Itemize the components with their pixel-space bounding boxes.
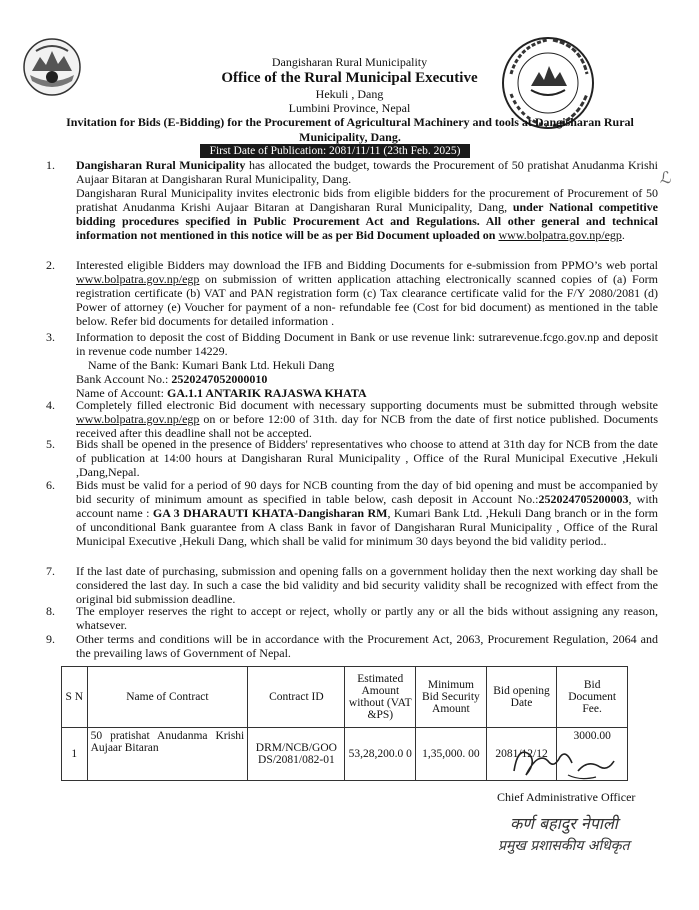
notice-item-5	[34, 437, 658, 481]
item-4-text-2: on or before 12:00 of 31th. day for NCB from the date of first notice published. Documents received after this deadline shall not be accepted.	[76, 412, 658, 440]
margin-mark: ℒ	[660, 170, 672, 187]
bank-account-label: Bank Account No.:	[76, 372, 172, 386]
col-estimated-amount: Estimated Amount without (VAT &PS)	[345, 667, 416, 728]
item-9-text: Other terms and conditions will be in accordance with the Procurement Act, 2063, Procurement Regulation, 2064 and the prevailing laws of Government of Nepal.	[76, 632, 658, 660]
item-2-text-2: on submission of written application attaching electronically scanned copies of (a) Form registration certificate (b) VAT and PAN registration form (c) Tax clearance certificate valid for the F/Y 2080/2081 (d) Power of attorney (e) Voucher for payment of a non- refundable fee (Cost for bid document) as mentioned in the table below. Refer bid documents for detailed information .	[76, 272, 658, 328]
notice-item-3	[34, 330, 658, 400]
item-number: 4.	[46, 398, 55, 412]
bank-account-number: 2520247052000010	[171, 372, 268, 386]
item-number: 6.	[46, 478, 55, 492]
office-title: Office of the Rural Municipal Executive	[221, 70, 478, 86]
deposit-account-name: GA 3 DHARAUTI KHATA-Dangisharan RM	[152, 506, 388, 520]
item-1-paragraph-2	[76, 186, 658, 242]
bank-name: Name of the Bank: Kumari Bank Ltd. Hekuli Dang	[88, 358, 335, 372]
cell-sn: 1	[62, 728, 88, 781]
cell-contract-name: 50 pratishat Anudanma Krishi Aujaar Bitaran	[87, 728, 248, 781]
account-name-label: Name of Account:	[76, 386, 167, 400]
bank-account-line	[76, 372, 658, 386]
signatory-name-nepali: कर्ण बहादुर नेपाली	[510, 814, 618, 833]
notice-item-9	[34, 632, 658, 662]
col-opening-date: Bid opening Date	[486, 667, 557, 728]
item-3-text: Information to deposit the cost of Bidding Document in Bank or use revenue link: sutrarevenue.fcgo.gov.np and deposit in revenue code number 14229.	[76, 330, 658, 358]
deposit-account-number: 252024705200003	[538, 492, 629, 506]
col-bid-security: Minimum Bid Security Amount	[416, 667, 487, 728]
table-header-row	[62, 667, 628, 728]
item-8-text: The employer reserves the right to accept or reject, wholly or partly any or all the bids without assigning any reason, whatsever.	[76, 604, 658, 632]
office-province: Lumbini Province, Nepal	[288, 101, 411, 115]
item-number: 3.	[46, 330, 55, 344]
item-4-text: Completely filled electronic Bid document with necessary supporting documents must be submitted through website	[76, 398, 658, 412]
item-6-text: Bids must be valid for a period of 90 days for NCB counting from the day of bid opening and must be accompanied by bid security of minimum amount as specified in table below, cash deposit in Account No.:	[76, 478, 658, 506]
item-1-end: .	[621, 228, 625, 242]
notice-item-1	[34, 158, 658, 258]
item-number: 2.	[46, 258, 55, 272]
item-number: 9.	[46, 632, 55, 646]
signatory-title: Chief Administrative Officer	[497, 790, 636, 804]
item-1-text-2: Dangisharan Rural Municipality invites electronic bids from eligible bidders for the procurement of Procurement of 50 pratishat Anudanma Krishi Aujaar Bitaran at Dangisharan Rural Municipality, Dang,	[76, 186, 658, 214]
cell-document-fee: 3000.00	[557, 728, 628, 781]
notice-item-6	[34, 478, 658, 564]
bolpatra-link[interactable]: www.bolpatra.gov.np/egp	[76, 412, 200, 426]
account-name: GA.1.1 ANTARIK RAJASWA KHATA	[166, 386, 367, 400]
signatory-title-nepali: प्रमुख प्रशासकीय अधिकृत	[498, 838, 630, 854]
bolpatra-link[interactable]: www.bolpatra.gov.np/egp	[76, 272, 200, 286]
municipality-name: Dangisharan Rural Municipality	[271, 55, 428, 69]
municipality-bold: Dangisharan Rural Municipality	[76, 158, 246, 172]
notice-item-4	[34, 398, 658, 442]
notice-item-2	[34, 258, 658, 330]
item-6-text-2: , with account name :	[76, 492, 658, 520]
item-6-text-3: , Kumari Bank Ltd. ,Hekuli Dang branch or in the form of unconditional Bank guarantee from A class Bank in favor of Dangisharan Rural Municipality , Office of the Rural Municipal Executive ,Hekuli Dang, which shall be valid for minimum 30 days beyond the bid validity period..	[76, 506, 658, 548]
office-place: Hekuli , Dang	[315, 87, 384, 101]
item-number: 5.	[46, 437, 55, 451]
col-sn: S N	[62, 667, 88, 728]
item-1-text: has allocated the budget, towards the Procurement of 50 pratishat Anudanma Krishi Aujaar Bitaran at Dangisharan Rural Municipality, Dang.	[76, 158, 658, 186]
cell-bid-security: 1,35,000. 00	[416, 728, 487, 781]
item-7-text: If the last date of purchasing, submission and opening falls on a government holiday then the next working day shall be considered the last day. In such a case the bid validity and bid security validity shall be recognized with effect from the original bid submission deadline.	[76, 564, 658, 606]
item-number: 7.	[46, 564, 55, 578]
notice-heading: Invitation for Bids (E-Bidding) for the Procurement of Agricultural Machinery and tools at Dangisharan Rural Municipality, Dang.	[66, 115, 634, 144]
col-contract-id: Contract ID	[248, 667, 345, 728]
publication-date-banner: First Date of Publication: 2081/11/11 (23th Feb. 2025)	[200, 144, 470, 158]
notice-item-7	[34, 564, 658, 608]
cell-opening-date: 2081/12/12	[486, 728, 557, 781]
cell-contract-id: DRM/NCB/GOO DS/2081/082-01	[248, 728, 345, 781]
col-document-fee: Bid Document Fee.	[557, 667, 628, 728]
item-5-text: Bids shall be opened in the presence of Bidders' representatives who choose to attend at 31th day for NCB from the date of publication at 14:00 hours at Dangisharan Rural Municipality , Office of the Rural Municipal Executive ,Hekuli ,Dang,Nepal.	[76, 437, 658, 479]
item-number: 8.	[46, 604, 55, 618]
item-number: 1.	[46, 158, 55, 172]
cell-estimated-amount: 53,28,200.0 0	[345, 728, 416, 781]
handwritten-signature	[508, 741, 618, 783]
bolpatra-link[interactable]: www.bolpatra.gov.np/egp	[498, 228, 622, 242]
notice-item-8	[34, 604, 658, 634]
item-1-paragraph-1	[76, 158, 658, 186]
col-contract-name: Name of Contract	[87, 667, 248, 728]
item-2-text: Interested eligible Bidders may download the IFB and Bidding Documents for e-submission from PPMO’s web portal	[76, 258, 658, 272]
item-1-bold-text: under National competitive bidding procedures specified in Public Procurement Act and Regulations. All other general and technical information not mentioned in this notice will be as per Bid Document uploaded on	[76, 200, 658, 242]
